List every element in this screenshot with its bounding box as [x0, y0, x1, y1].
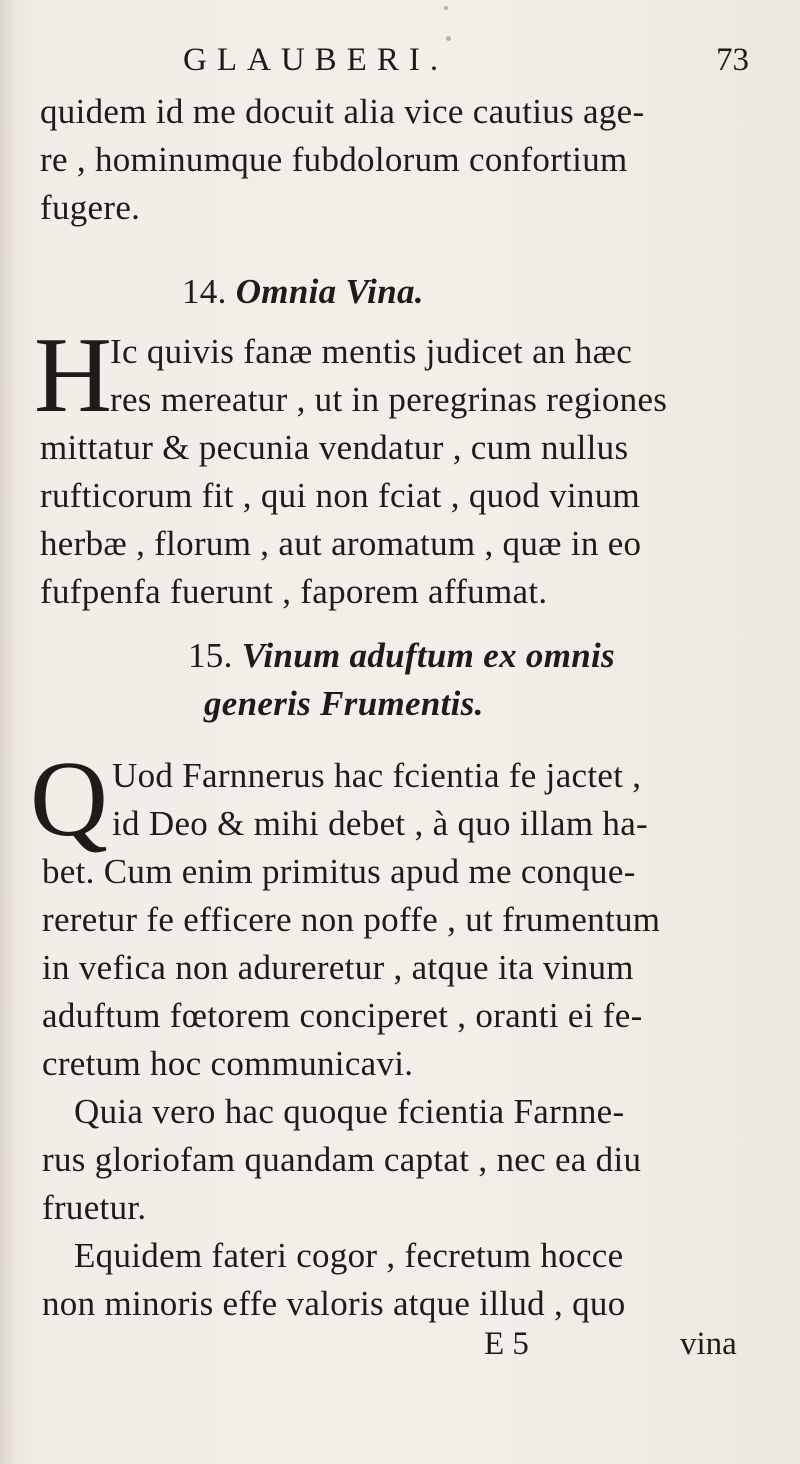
drop-cap: H	[34, 316, 112, 435]
running-head-title: GLAUBERI.	[183, 42, 449, 78]
text-line: reretur fe efficere non poffe , ut frumentum	[42, 900, 661, 939]
text-line: quidem id me docuit alia vice cautius age-	[40, 92, 645, 131]
text-line: rus gloriofam quandam captat , nec ea diu	[42, 1140, 642, 1179]
text-line: id Deo & mihi debet , à quo illam ha-	[112, 804, 648, 843]
section-heading-14	[182, 272, 800, 312]
text-line: bet. Cum enim primitus apud me conque-	[42, 852, 636, 891]
text-line: fruetur.	[42, 1188, 147, 1227]
text-line: Uod Farnnerus hac fcientia fe jactet ,	[112, 756, 642, 795]
text-line: Ic quivis fanæ mentis judicet an hæc	[110, 332, 633, 371]
text-line: aduftum fœtorem conciperet , oranti ei fe-	[42, 996, 643, 1035]
paper-speck	[444, 6, 448, 10]
text-line: res mereatur , ut in peregrinas regiones	[110, 380, 668, 419]
text-line: fufpenfa fuerunt , faporem affumat.	[40, 572, 548, 611]
page-number: 73	[716, 42, 749, 78]
drop-cap: Q	[30, 740, 108, 859]
text-line: non minoris effe valoris atque illud , quo	[42, 1284, 626, 1323]
text-line: herbæ , florum , aut aromatum , quæ in eo	[40, 524, 642, 563]
catchword: vina	[680, 1326, 737, 1362]
text-line: rufticorum fit , qui non fciat , quod vinum	[40, 476, 641, 515]
text-line: mittatur & pecunia vendatur , cum nullus	[40, 428, 629, 467]
section-title: Omnia Vina.	[235, 272, 424, 311]
signature-mark: E 5	[484, 1326, 529, 1362]
text-line: cretum hoc communicavi.	[42, 1044, 414, 1083]
text-line: fugere.	[40, 188, 141, 227]
paper-speck	[446, 36, 451, 41]
section-number: 14.	[182, 272, 227, 311]
page-gutter	[0, 0, 14, 1464]
text-line: Equidem fateri cogor , fecretum hocce	[74, 1236, 624, 1275]
section-title: Vinum aduftum ex omnis	[241, 636, 615, 675]
section-title-continued: generis Frumentis.	[204, 684, 484, 723]
section-number: 15.	[188, 636, 233, 675]
section-heading-15	[188, 636, 800, 676]
text-line: Quia vero hac quoque fcientia Farnne-	[74, 1092, 625, 1131]
text-line: in vefica non adureretur , atque ita vinum	[42, 948, 634, 987]
text-line: re , hominumque fubdolorum confortium	[40, 140, 628, 179]
